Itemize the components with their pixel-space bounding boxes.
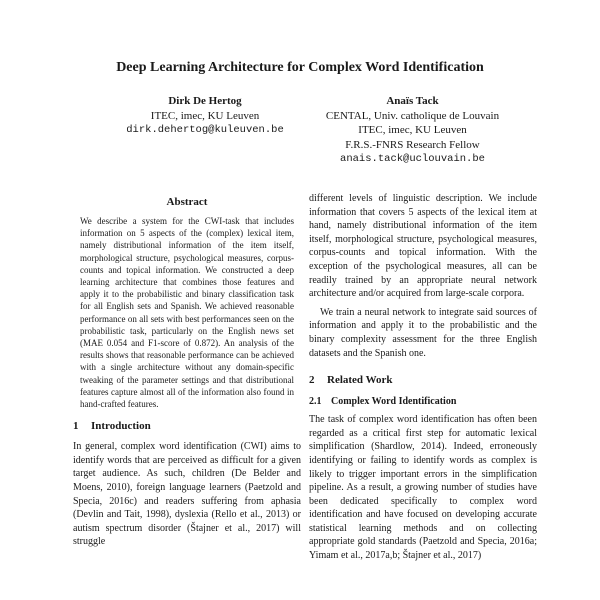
introduction-paragraph-continued: different levels of linguistic description. We include information that covers 5 aspects of the lexical item at hand, namely distributional information of the item itself, morphological structure, psychological measures, corpus-counts and topical information. With the exception of the psychological measures, all can be readily trained by an appropriate neural network architecture and/or acquired from large-scale corpora. [309,193,537,300]
section-number: 2 [309,374,315,387]
section-number: 1 [73,420,79,433]
left-column [73,196,301,549]
author-block-2 [300,94,525,167]
introduction-paragraph-2: We train a neural network to integrate said sources of information and apply it to the probabilistic and the binary complexity assessment for the three English datasets and the Spanish one. [309,306,537,359]
introduction-paragraph: In general, complex word identification (CWI) aims to identify words that are perceived as difficult for a given target audience. As such, children (De Belder and Moens, 2010), foreign language learners (Paetzold and Specia, 2016c) and readers suffering from aphasia (Devlin and Tait, 1998), dyslexia (Rello et al., 2013) or autism spectrum disorder (Štajner et al., 2017) will struggle [73,441,301,548]
author-affiliation: ITEC, imec, KU Leuven [150,109,260,122]
author-email: anais.tack@uclouvain.be [340,153,485,165]
author-affiliation: F.R.S.-FNRS Research Fellow [345,138,480,151]
abstract-text: We describe a system for the CWI-task that includes information on 5 aspects of the (complex) lexical item, namely distributional information of the item itself, morphological structure, psychological measures, corpus-counts and topical information. We constructed a deep learning architecture that combines those features and apply it to the probabilistic and binary classification task for all English sets and Spanish. We achieved reasonable performance on all sets with best performances seen on the probabilistic task, particularly on the English news set (MAE 0.054 and F1-score of 0.872). An analysis of the results shows that reasonable performance can be achieved with a single architecture without any domain-specific tweaking of the parameter settings and that distributional features capture almost all of the information also found in hand-crafted features. [80,216,294,410]
paper-title: Deep Learning Architecture for Complex Word Identification [116,60,484,75]
section-heading-related-work [309,374,537,386]
abstract-heading: Abstract [166,196,208,208]
section-title: Related Work [327,374,393,387]
section-title: Introduction [91,420,151,433]
related-work-paragraph: The task of complex word identification has often been regarded as a critical first step for automatic lexical simplification (Shardlow, 2014). Indeed, erroneously identifying or failing to identify words as complex is likely to trigger important errors in the simplification pipeline. As a result, a growing number of studies have been dedicated specifically to complex word identification and have focused on developing accurate statistical learning methods and on collecting appropriate gold standards (Paetzold and Specia, 2016a; Yimam et al., 2017a,b; Štajner et al., 2017) [309,414,537,562]
section-heading-introduction [73,420,301,432]
author-name: Anaïs Tack [386,95,439,107]
right-column [309,192,537,563]
subsection-number: 2.1 [309,396,322,408]
subsection-title: Complex Word Identification [331,396,457,408]
author-name: Dirk De Hertog [168,95,242,107]
author-affiliation: ITEC, imec, KU Leuven [358,124,467,136]
subsection-heading-cwi [309,396,537,407]
author-email: dirk.dehertog@kuleuven.be [126,124,284,136]
author-block-1 [105,94,305,138]
author-affiliation: CENTAL, Univ. catholique de Louvain [325,109,500,122]
